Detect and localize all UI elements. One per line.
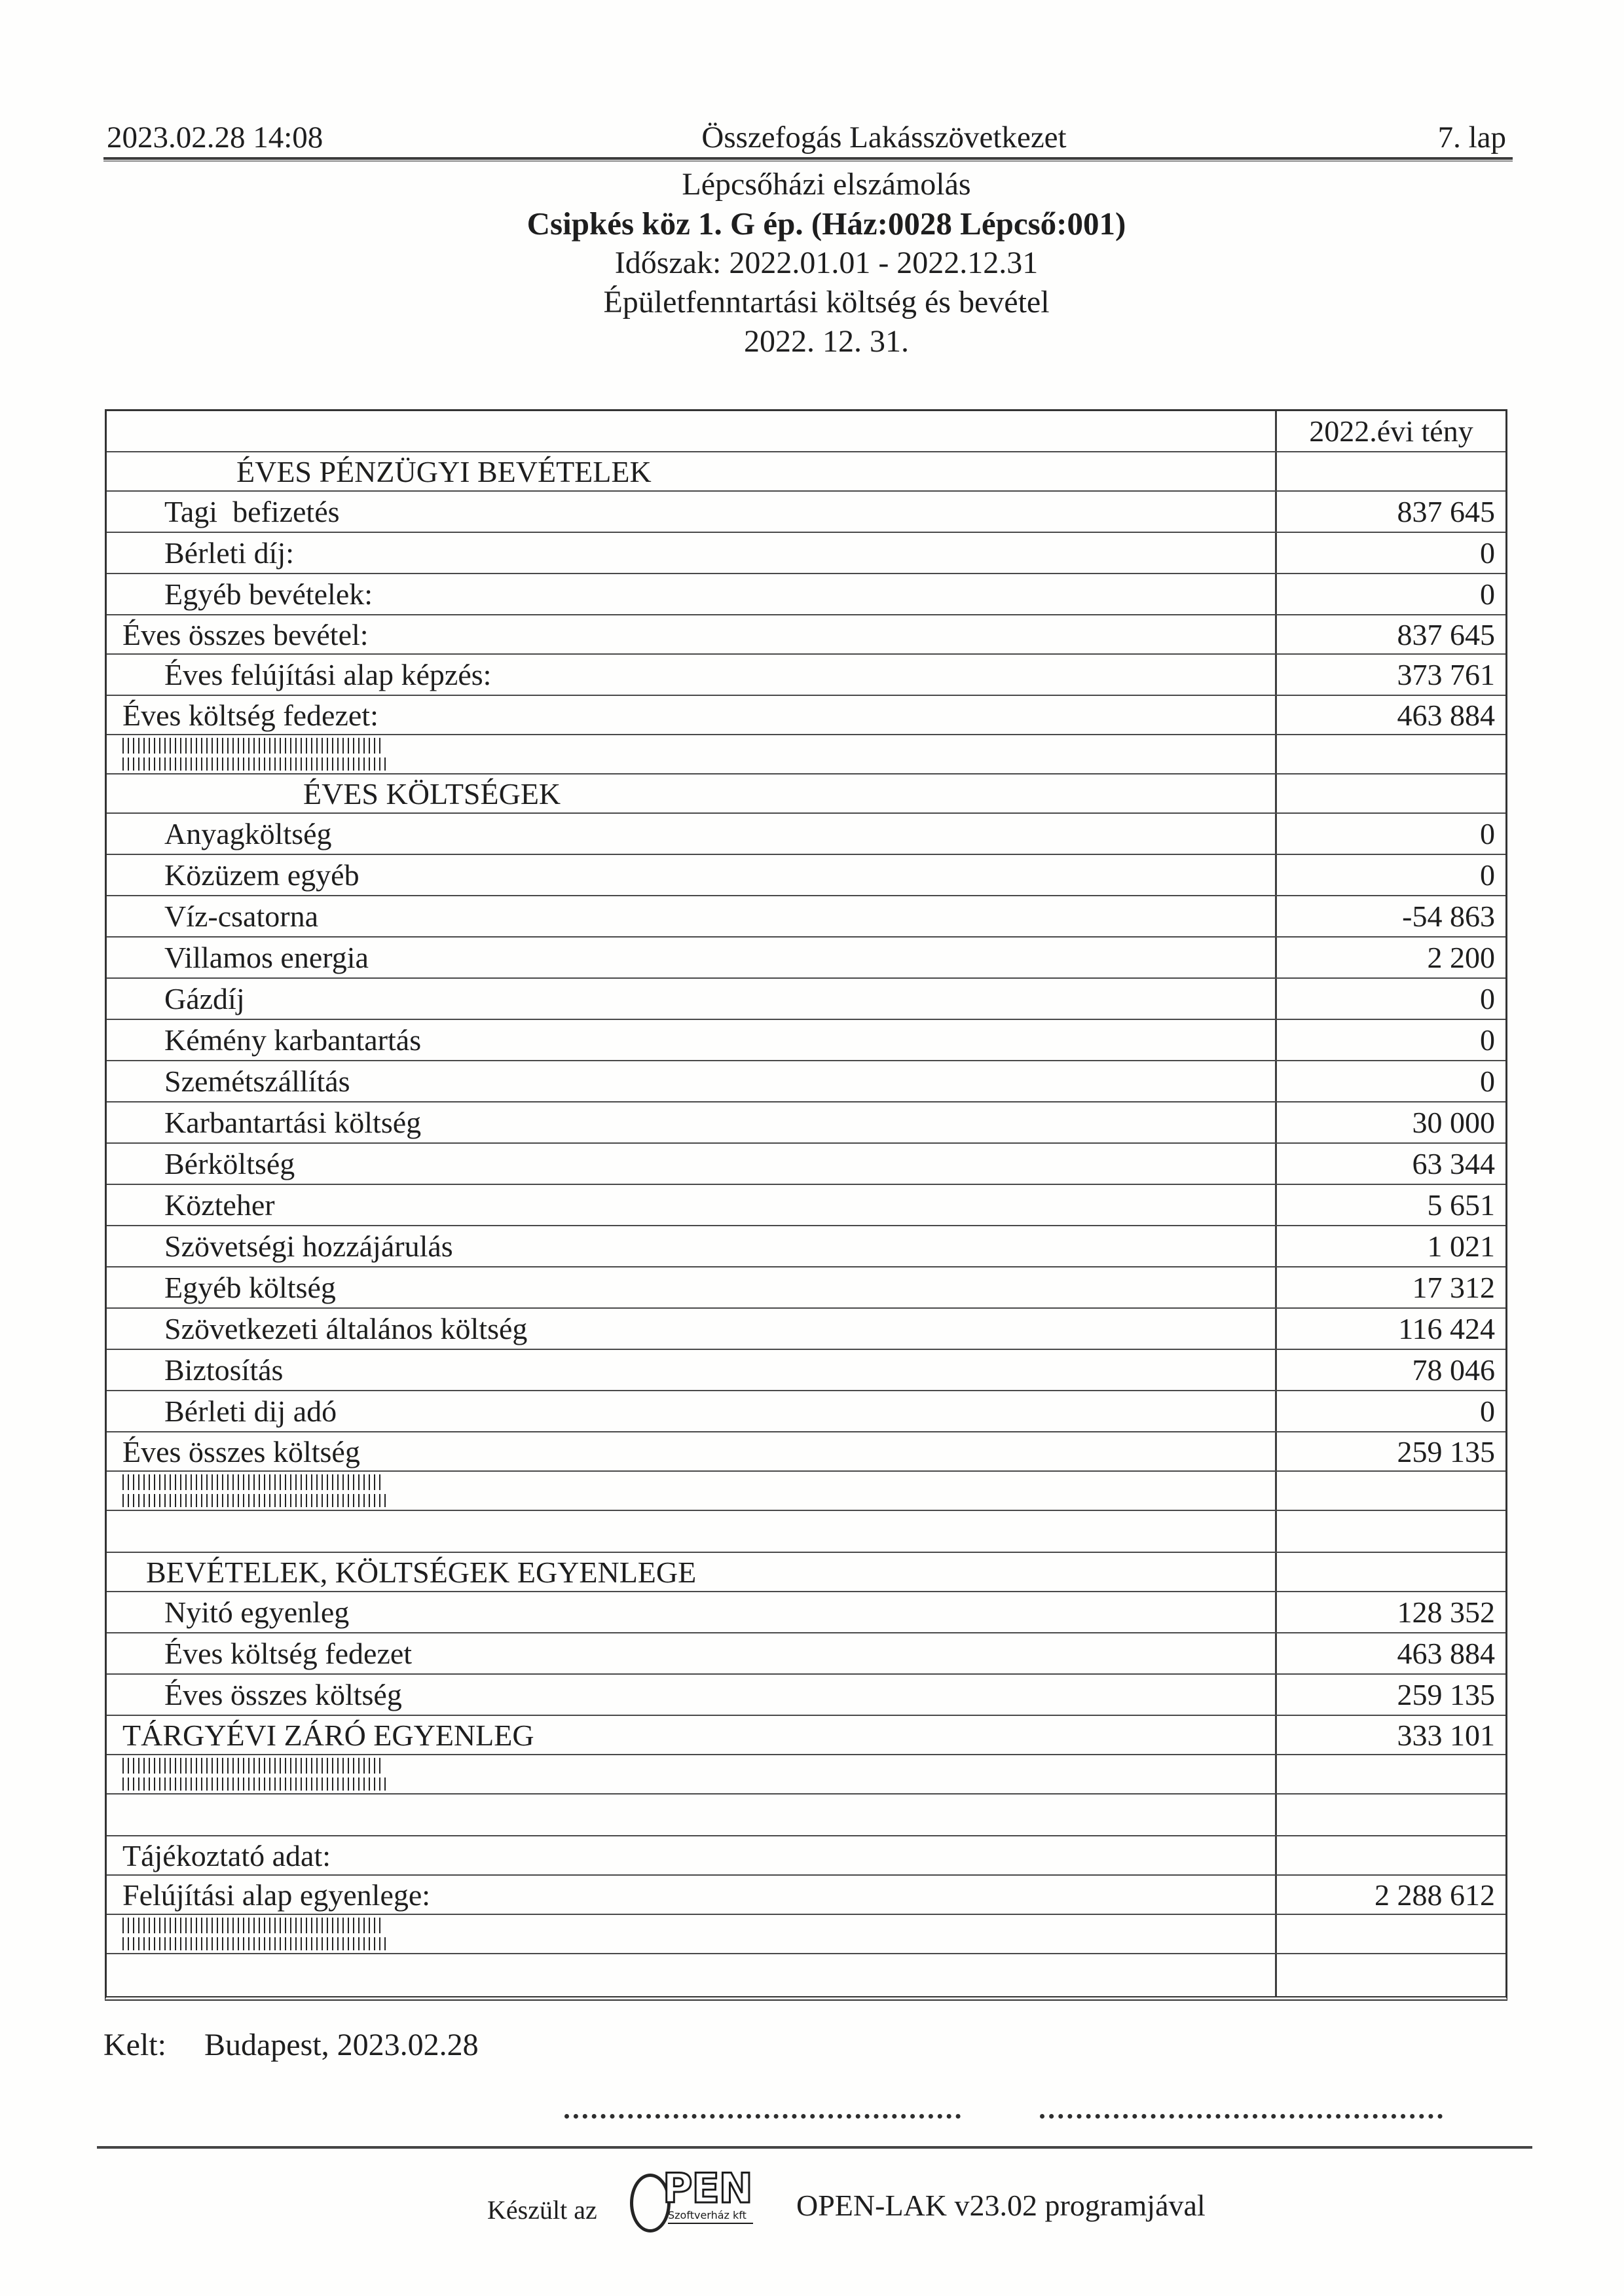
row-label: Szövetkezeti általános költség bbox=[164, 1312, 528, 1345]
report-title: Lépcsőházi elszámolás bbox=[682, 167, 971, 202]
barcode-stripe bbox=[122, 1494, 387, 1507]
row-value: -54 863 bbox=[1275, 896, 1505, 936]
subtitle-line: Épületfenntartási költség és bevétel bbox=[603, 285, 1050, 319]
row-label: Nyitó egyenleg bbox=[164, 1595, 350, 1629]
row-label bbox=[107, 1954, 1275, 1996]
row-label: Közüzem egyéb bbox=[164, 858, 360, 892]
table-row bbox=[107, 655, 1505, 696]
row-label: Szövetségi hozzájárulás bbox=[164, 1230, 453, 1263]
footer-rule bbox=[97, 2146, 1532, 2149]
row-label: Éves költség fedezet bbox=[164, 1637, 413, 1670]
row-value bbox=[1275, 735, 1505, 773]
section-label: BEVÉTELEK, KÖLTSÉGEK EGYENLEGE bbox=[146, 1555, 697, 1589]
table-row bbox=[107, 1755, 1505, 1795]
table-row bbox=[107, 979, 1505, 1020]
barcode-stripe bbox=[122, 1777, 387, 1791]
table-row bbox=[107, 1472, 1505, 1511]
row-value: 837 645 bbox=[1275, 615, 1505, 653]
signature-line-right bbox=[1040, 2109, 1443, 2119]
row-value: 0 bbox=[1275, 574, 1505, 614]
table-row bbox=[107, 1350, 1505, 1391]
row-label: Villamos energia bbox=[164, 941, 369, 974]
row-value: 78 046 bbox=[1275, 1350, 1505, 1390]
barcode-stripe bbox=[122, 1918, 382, 1933]
row-label: Víz-csatorna bbox=[164, 900, 318, 933]
table-row bbox=[107, 1020, 1505, 1061]
table-row bbox=[107, 896, 1505, 938]
row-label bbox=[107, 1795, 1275, 1835]
barcode-stripe bbox=[122, 1758, 382, 1774]
open-logo-subtext: Szoftverház kft bbox=[668, 2209, 753, 2224]
row-label: Bérleti díj: bbox=[164, 536, 295, 570]
print-timestamp: 2023.02.28 14:08 bbox=[107, 120, 323, 155]
table-row bbox=[107, 1876, 1505, 1915]
table-row bbox=[107, 938, 1505, 979]
table-row bbox=[107, 735, 1505, 774]
table-row bbox=[107, 1267, 1505, 1309]
row-label: Tagi befizetés bbox=[164, 495, 340, 528]
row-value: 837 645 bbox=[1275, 492, 1505, 532]
row-value: 5 651 bbox=[1275, 1185, 1505, 1225]
barcode-filler bbox=[122, 1758, 387, 1791]
row-value bbox=[1275, 452, 1505, 490]
barcode-filler bbox=[122, 1918, 387, 1950]
row-value: 259 135 bbox=[1275, 1675, 1505, 1715]
table-row bbox=[107, 492, 1505, 533]
row-value bbox=[1275, 1553, 1505, 1591]
title-block bbox=[105, 165, 1548, 361]
made-with-prefix: Készült az bbox=[487, 2195, 597, 2225]
row-value: 0 bbox=[1275, 855, 1505, 895]
table-row bbox=[107, 1915, 1505, 1954]
barcode-stripe bbox=[122, 1937, 387, 1950]
barcode-filler bbox=[122, 738, 387, 771]
row-label: Bérleti dij adó bbox=[164, 1394, 337, 1428]
row-label bbox=[107, 735, 1275, 773]
row-label bbox=[107, 1755, 1275, 1793]
row-label: Egyéb bevételek: bbox=[164, 577, 373, 611]
row-label: Karbantartási költség bbox=[164, 1106, 422, 1139]
table-row bbox=[107, 1553, 1505, 1592]
barcode-stripe bbox=[122, 757, 387, 771]
row-label: Szemétszállítás bbox=[164, 1065, 350, 1098]
row-value bbox=[1275, 1954, 1505, 1996]
row-label: Kémény karbantartás bbox=[164, 1023, 422, 1057]
row-value bbox=[1275, 1755, 1505, 1793]
row-label: Biztosítás bbox=[164, 1353, 284, 1387]
row-value: 259 135 bbox=[1275, 1432, 1505, 1470]
row-value: 0 bbox=[1275, 533, 1505, 573]
signature-line-left bbox=[564, 2109, 961, 2119]
section-label: ÉVES PÉNZÜGYI BEVÉTELEK bbox=[236, 454, 652, 488]
kelt-line bbox=[103, 2027, 479, 2063]
row-value bbox=[1275, 1472, 1505, 1510]
row-value: 463 884 bbox=[1275, 696, 1505, 734]
building-title: Csipkés köz 1. G ép. (Ház:0028 Lépcső:001) bbox=[526, 206, 1126, 242]
row-label bbox=[107, 1511, 1275, 1552]
row-label: Bérköltség bbox=[164, 1147, 295, 1180]
row-value: 0 bbox=[1275, 814, 1505, 854]
table-row bbox=[107, 574, 1505, 615]
table-row bbox=[107, 1836, 1505, 1876]
table-row bbox=[107, 411, 1505, 452]
row-label: Éves összes költség bbox=[164, 1678, 402, 1711]
barcode-filler bbox=[122, 1474, 387, 1507]
table-row bbox=[107, 1309, 1505, 1350]
table-row bbox=[107, 855, 1505, 896]
row-label bbox=[107, 1472, 1275, 1510]
row-label: Egyéb költség bbox=[164, 1271, 336, 1304]
table-row bbox=[107, 1511, 1505, 1553]
open-logo-pen-text: PEN bbox=[663, 2164, 752, 2212]
table-row bbox=[107, 1391, 1505, 1432]
table-row bbox=[107, 1226, 1505, 1267]
row-label bbox=[107, 1915, 1275, 1953]
row-value: 1 021 bbox=[1275, 1226, 1505, 1266]
barcode-stripe bbox=[122, 1474, 382, 1490]
row-value: 0 bbox=[1275, 1391, 1505, 1431]
row-label: Felújítási alap egyenlege: bbox=[122, 1878, 431, 1912]
table-row bbox=[107, 1185, 1505, 1226]
row-value: 2 288 612 bbox=[1275, 1876, 1505, 1914]
row-value: 0 bbox=[1275, 1020, 1505, 1060]
row-label bbox=[107, 411, 1275, 451]
row-value: 30 000 bbox=[1275, 1102, 1505, 1142]
row-value bbox=[1275, 1836, 1505, 1874]
table-row bbox=[107, 1675, 1505, 1716]
organization-name: Összefogás Lakásszövetkezet bbox=[701, 120, 1067, 155]
row-value: 463 884 bbox=[1275, 1633, 1505, 1673]
period-line: Időszak: 2022.01.01 - 2022.12.31 bbox=[614, 246, 1039, 280]
row-value bbox=[1275, 1915, 1505, 1953]
row-value bbox=[1275, 1511, 1505, 1552]
row-value: 128 352 bbox=[1275, 1592, 1505, 1632]
row-label: Közteher bbox=[164, 1188, 275, 1222]
kelt-label: Kelt: bbox=[103, 2028, 166, 2062]
table-row bbox=[107, 1954, 1505, 1996]
row-value: 373 761 bbox=[1275, 655, 1505, 695]
page-number: 7. lap bbox=[1437, 120, 1506, 155]
open-logo bbox=[630, 2166, 781, 2238]
table-row bbox=[107, 1795, 1505, 1836]
table-row bbox=[107, 1144, 1505, 1185]
row-label: Éves összes költség bbox=[122, 1434, 360, 1468]
row-label: TÁRGYÉVI ZÁRÓ EGYENLEG bbox=[122, 1718, 534, 1752]
table-row bbox=[107, 452, 1505, 492]
row-value bbox=[1275, 1795, 1505, 1835]
row-value: 116 424 bbox=[1275, 1309, 1505, 1349]
table-row bbox=[107, 814, 1505, 855]
row-label: Éves költség fedezet: bbox=[122, 698, 378, 732]
row-label: Éves összes bevétel: bbox=[122, 617, 369, 651]
value-column-header: 2022.évi tény bbox=[1275, 411, 1505, 451]
row-label: Gázdíj bbox=[164, 982, 245, 1015]
kelt-value: Budapest, 2023.02.28 bbox=[204, 2028, 479, 2062]
header-rule bbox=[103, 157, 1513, 162]
row-value: 0 bbox=[1275, 979, 1505, 1019]
table-row bbox=[107, 774, 1505, 814]
row-label: Tájékoztató adat: bbox=[122, 1838, 331, 1872]
row-label: Éves felújítási alap képzés: bbox=[164, 658, 492, 691]
row-value: 333 101 bbox=[1275, 1716, 1505, 1754]
row-value: 63 344 bbox=[1275, 1144, 1505, 1184]
row-value: 2 200 bbox=[1275, 938, 1505, 977]
statement-table bbox=[105, 409, 1507, 2001]
section-label: ÉVES KÖLTSÉGEK bbox=[303, 776, 561, 811]
table-row bbox=[107, 696, 1505, 735]
table-row bbox=[107, 1592, 1505, 1633]
made-with-program: OPEN-LAK v23.02 programjával bbox=[796, 2189, 1206, 2222]
row-value: 17 312 bbox=[1275, 1267, 1505, 1307]
table-row bbox=[107, 1102, 1505, 1144]
table-row bbox=[107, 1716, 1505, 1755]
table-row bbox=[107, 1061, 1505, 1102]
date-line: 2022. 12. 31. bbox=[744, 324, 909, 359]
table-row bbox=[107, 533, 1505, 574]
row-value bbox=[1275, 774, 1505, 812]
barcode-stripe bbox=[122, 738, 382, 754]
table-row bbox=[107, 615, 1505, 655]
row-value: 0 bbox=[1275, 1061, 1505, 1101]
table-row bbox=[107, 1633, 1505, 1675]
row-label: Anyagköltség bbox=[164, 817, 332, 850]
table-row bbox=[107, 1432, 1505, 1472]
